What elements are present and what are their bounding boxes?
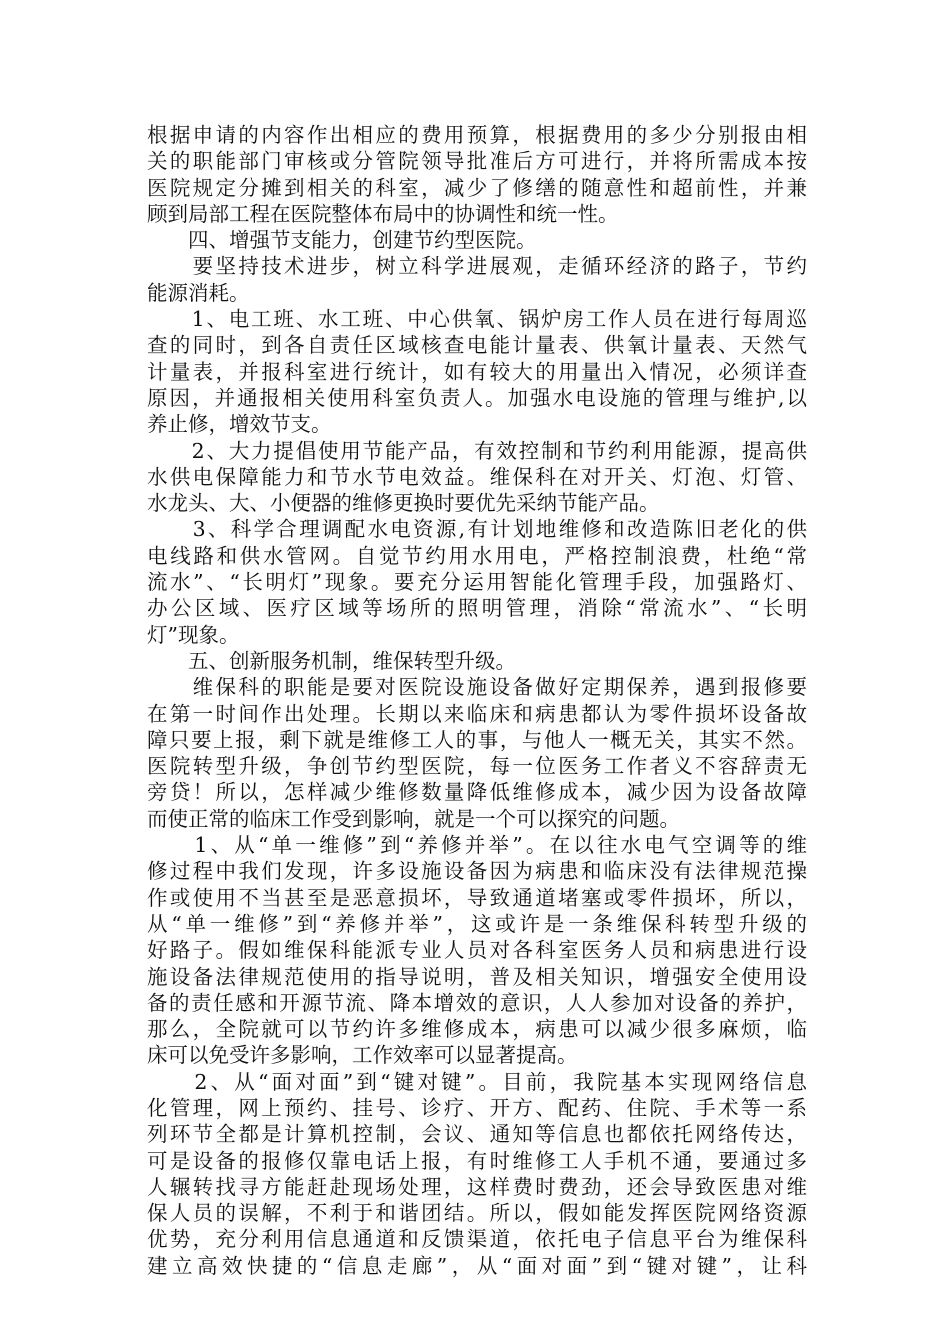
text-line: 而使正常的临床工作受到影响，就是一个可以探究的问题。 bbox=[147, 806, 680, 831]
text-line: 根据申请的内容作出相应的费用预算，根据费用的多少分别报由相 bbox=[147, 123, 807, 147]
text-line: 3、科学合理调配水电资源,有计划地维修和改造陈旧老化的供 bbox=[147, 517, 807, 542]
text-line: 备的责任感和开源节流、降本增效的意识，人人参加对设备的养护， bbox=[147, 990, 807, 1015]
text-line: 好路子。假如维保科能派专业人员对各科室医务人员和病患进行设 bbox=[147, 938, 807, 963]
text-line: 能源消耗。 bbox=[147, 280, 250, 305]
text-line: 维保科的职能是要对医院设施设备做好定期保养，遇到报修要 bbox=[147, 675, 807, 700]
text-line: 医院规定分摊到相关的科室，减少了修缮的随意性和超前性，并兼 bbox=[147, 175, 807, 200]
text-line: 流水”、“长明灯”现象。要充分运用智能化管理手段，加强路灯、 bbox=[147, 570, 807, 595]
text-line: 水龙头、大、小便器的维修更换时要优先采纳节能产品。 bbox=[147, 491, 660, 516]
text-line: 四、增强节支能力，创建节约型医院。 bbox=[147, 228, 537, 253]
text-line: 修过程中我们发现，许多设施设备因为病患和临床没有法律规范操 bbox=[147, 859, 807, 884]
text-line: 化管理，网上预约、挂号、诊疗、开方、配药、住院、手术等一系 bbox=[147, 1095, 807, 1120]
text-line: 列环节全都是计算机控制，会议、通知等信息也都依托网络传达， bbox=[147, 1122, 807, 1147]
text-line: 灯”现象。 bbox=[147, 622, 240, 647]
text-line: 办公区域、医疗区域等场所的照明管理，消除“常流水”、“长明 bbox=[147, 596, 807, 621]
text-line: 作或使用不当甚至是恶意损坏，导致通道堵塞或零件损坏，所以， bbox=[147, 885, 807, 910]
text-line: 障只要上报，剩下就是维修工人的事，与他人一概无关，其实不然。 bbox=[147, 727, 807, 752]
text-line: 要坚持技术进步，树立科学进展观，走循环经济的路子，节约 bbox=[147, 254, 807, 279]
text-line: 计量表，并报科室进行统计，如有较大的用量出入情况，必须详查 bbox=[147, 359, 807, 384]
text-line: 原因，并通报相关使用科室负责人。加强水电设施的管理与维护,以 bbox=[147, 385, 807, 410]
text-line: 人辗转找寻方能赶赴现场处理，这样费时费劲，还会导致医患对维 bbox=[147, 1174, 807, 1199]
text-line: 施设备法律规范使用的指导说明，普及相关知识，增强安全使用设 bbox=[147, 964, 807, 989]
text-line: 1、电工班、水工班、中心供氧、锅炉房工作人员在进行每周巡 bbox=[147, 307, 807, 332]
text-line: 关的职能部门审核或分管院领导批准后方可进行，并将所需成本按 bbox=[147, 149, 807, 174]
text-line: 2、大力提倡使用节能产品，有效控制和节约利用能源，提高供 bbox=[147, 438, 807, 463]
text-line: 床可以免受许多影响，工作效率可以显著提高。 bbox=[147, 1043, 578, 1068]
text-line: 1、从“单一维修”到“养修并举”。在以往水电气空调等的维 bbox=[147, 833, 807, 858]
text-line: 旁贷！所以，怎样减少维修数量降低维修成本，减少因为设备故障 bbox=[147, 780, 807, 805]
text-line: 在第一时间作出处理。长期以来临床和病患都认为零件损坏设备故 bbox=[147, 701, 807, 726]
text-line: 优势，充分利用信息通道和反馈渠道，依托电子信息平台为维保科 bbox=[147, 1227, 807, 1252]
text-line: 查的同时，到各自责任区域核查电能计量表、供氧计量表、天然气 bbox=[147, 333, 807, 358]
text-line: 从“单一维修”到“养修并举”，这或许是一条维保科转型升级的 bbox=[147, 911, 807, 936]
text-line: 水供电保障能力和节水节电效益。维保科在对开关、灯泡、灯管、 bbox=[147, 464, 807, 489]
text-line: 电线路和供水管网。自觉节约用水用电，严格控制浪费，杜绝“常 bbox=[147, 543, 807, 568]
text-line: 保人员的误解，不利于和谐团结。所以，假如能发挥医院网络资源 bbox=[147, 1201, 807, 1226]
document-body bbox=[147, 122, 807, 1279]
text-line: 建立高效快捷的“信息走廊”，从“面对面”到“键对键”，让科 bbox=[147, 1253, 807, 1278]
text-line: 可是设备的报修仅靠电话上报，有时维修工人手机不通，要通过多 bbox=[147, 1148, 807, 1173]
text-line: 那么，全院就可以节约许多维修成本，病患可以减少很多麻烦，临 bbox=[147, 1017, 807, 1042]
text-line: 五、创新服务机制，维保转型升级。 bbox=[147, 648, 516, 673]
text-line: 医院转型升级，争创节约型医院，每一位医务工作者义不容辞责无 bbox=[147, 754, 807, 779]
text-line: 养止修，增效节支。 bbox=[147, 412, 332, 437]
text-line: 顾到局部工程在医院整体布局中的协调性和统一性。 bbox=[147, 201, 619, 226]
text-line: 2、从“面对面”到“键对键”。目前，我院基本实现网络信息 bbox=[147, 1069, 807, 1094]
